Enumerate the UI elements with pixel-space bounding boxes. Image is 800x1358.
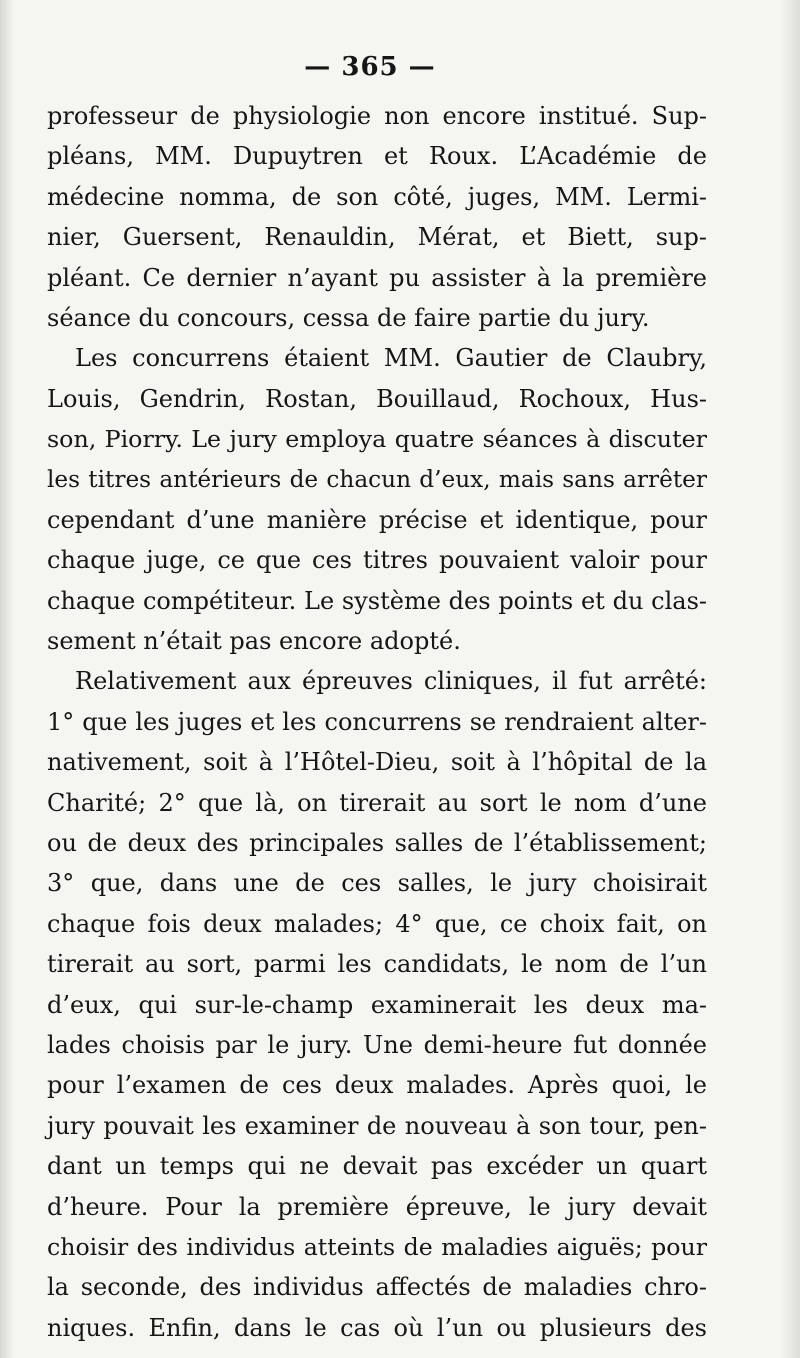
text-line: nativement, soit à l’Hôtel-Dieu, soit à l’hôpital de la: [47, 748, 707, 777]
text-line: les titres antérieurs de chacun d’eux, mais sans arrêter: [47, 465, 707, 493]
text-line: lades choisis par le jury. Une demi-heure fut donnée: [47, 1030, 707, 1059]
text-line: chaque fois deux malades; 4° que, ce choix fait, on: [47, 909, 707, 938]
text-line: jury pouvait les examiner de nouveau à son tour, pen-: [47, 1111, 707, 1140]
text-line: tirerait au sort, parmi les candidats, le nom de l’un: [47, 950, 707, 979]
text-line: niques. Enfin, dans le cas où l’un ou plusieurs des: [47, 1313, 707, 1342]
text-line: son, Piorry. Le jury employa quatre séances à discuter: [47, 425, 707, 454]
text-line: Les concurrens étaient MM. Gautier de Claubry,: [75, 344, 707, 373]
text-line: pléant. Ce dernier n’ayant pu assister à la première: [47, 263, 707, 292]
text-line: dant un temps qui ne devait pas excéder un quart: [47, 1152, 707, 1181]
text-line: d’heure. Pour la première épreuve, le jury devait: [47, 1192, 707, 1221]
text-line: ou de deux des principales salles de l’établissement;: [47, 829, 707, 858]
text-line: Relativement aux épreuves cliniques, il fut arrêté:: [75, 667, 707, 696]
text-line: pléans, MM. Dupuytren et Roux. L’Académie de: [47, 142, 707, 171]
text-line: pour l’examen de ces deux malades. Après quoi, le: [47, 1071, 707, 1100]
page-edge-shadow-left: [0, 0, 14, 1358]
text-line: nier, Guersent, Renauldin, Mérat, et Biett, sup-: [47, 223, 707, 252]
text-line: chaque juge, ce que ces titres pouvaient valoir pour: [47, 546, 707, 575]
text-line: choisir des individus atteints de maladies aiguës; pour: [47, 1232, 707, 1261]
text-line: 3° que, dans une de ces salles, le jury choisirait: [47, 869, 707, 898]
text-line: chaque compétiteur. Le système des points et du clas-: [47, 586, 707, 615]
text-line: cependant d’une manière précise et identique, pour: [47, 505, 707, 534]
text-line: Charité; 2° que là, on tirerait au sort le nom d’une: [47, 788, 707, 817]
text-line: professeur de physiologie non encore institué. Sup-: [47, 102, 707, 130]
text-line: d’eux, qui sur-le-champ examinerait les deux ma-: [47, 990, 707, 1019]
page-edge-shadow-right: [780, 0, 800, 1358]
page-number: — 365 —: [304, 52, 436, 82]
text-line: la seconde, des individus affectés de maladies chro-: [47, 1273, 707, 1302]
text-line: médecine nomma, de son côté, juges, MM. Lermi-: [47, 182, 707, 211]
text-line: 1° que les juges et les concurrens se rendraient alter-: [47, 707, 707, 736]
body-text: [47, 96, 707, 1348]
text-line: Louis, Gendrin, Rostan, Bouillaud, Rochoux, Hus-: [47, 384, 707, 413]
text-line: séance du concours, cessa de faire partie du jury.: [47, 303, 650, 332]
text-line: sement n’était pas encore adopté.: [47, 627, 461, 656]
